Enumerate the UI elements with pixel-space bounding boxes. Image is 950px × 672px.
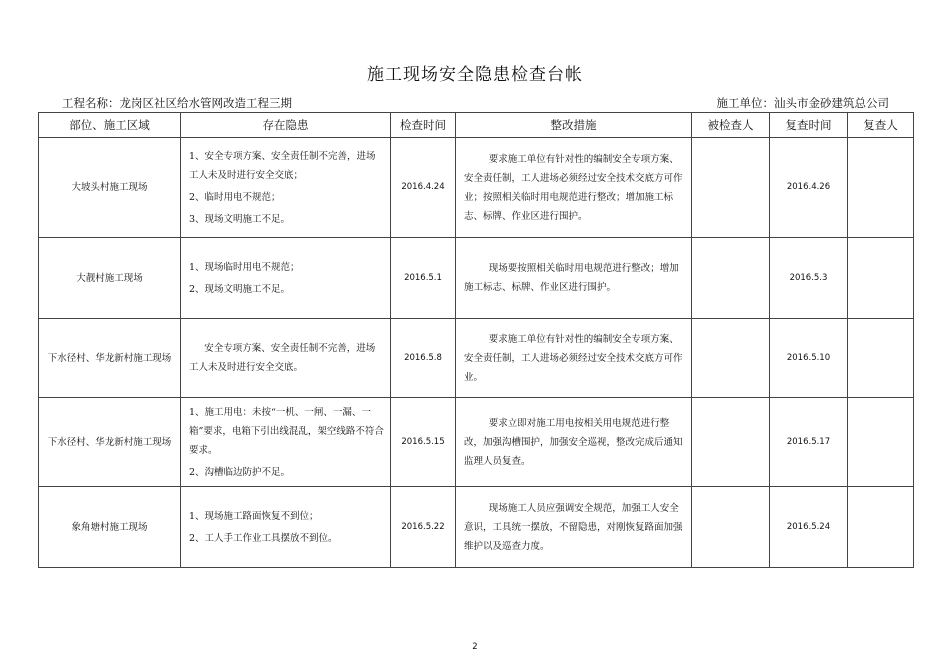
rechecker-cell	[848, 398, 914, 487]
page-title: 施工现场安全隐患检查台帐	[367, 65, 583, 85]
area-cell: 下水径村、华龙新村施工现场	[39, 398, 181, 487]
header-recheck-date: 复查时间	[770, 113, 848, 138]
table-row	[39, 319, 914, 398]
table-row	[39, 487, 914, 568]
header-hazards: 存在隐患	[181, 113, 391, 138]
rechecker-cell	[848, 138, 914, 238]
area-cell: 大靓村施工现场	[39, 238, 181, 319]
header-check-date: 检查时间	[391, 113, 456, 138]
area-cell: 象角塘村施工现场	[39, 487, 181, 568]
inspected-person-cell	[692, 138, 770, 238]
contractor-name: 施工单位：汕头市金砂建筑总公司	[716, 96, 889, 110]
recheck-date-cell: 2016.5.3	[770, 238, 848, 319]
check-date-cell: 2016.5.8	[391, 319, 456, 398]
project-name: 工程名称：龙岗区社区给水管网改造工程三期	[62, 96, 292, 110]
hazard-item: 2、沟槽临边防护不足。	[189, 466, 291, 478]
header-measures: 整改措施	[456, 113, 692, 138]
hazards-cell	[181, 238, 391, 319]
header-rechecker: 复查人	[848, 113, 914, 138]
hazard-item: 2、临时用电不规范；	[189, 191, 281, 203]
hazard-item: 2、工人手工作业工具摆放不到位。	[189, 532, 338, 544]
inspected-person-cell	[692, 238, 770, 319]
check-date-cell: 2016.4.24	[391, 138, 456, 238]
recheck-date-cell: 2016.5.17	[770, 398, 848, 487]
hazard-item: 3、现场文明施工不足。	[189, 213, 291, 225]
inspection-ledger-table	[38, 112, 914, 568]
check-date-cell: 2016.5.22	[391, 487, 456, 568]
recheck-date-cell: 2016.5.10	[770, 319, 848, 398]
check-date-cell: 2016.5.15	[391, 398, 456, 487]
table-row	[39, 138, 914, 238]
table-row	[39, 398, 914, 487]
hazard-item: 安全专项方案、安全责任制不完善，进场工人未及时进行安全交底。	[189, 343, 376, 373]
hazards-cell	[181, 138, 391, 238]
measures-cell: 现场施工人员应强调安全规范，加强工人安全意识，工具统一摆放，不留隐患，对刚恢复路面加强维护以及巡查力度。	[456, 487, 692, 568]
measures-cell: 要求施工单位有针对性的编制安全专项方案、安全责任制，工人进场必须经过安全技术交底方可作业；按照相关临时用电规范进行整改；增加施工标志、标牌、作业区进行围护。	[456, 138, 692, 238]
measures-cell: 要求施工单位有针对性的编制安全专项方案、安全责任制，工人进场必须经过安全技术交底方可作业。	[456, 319, 692, 398]
measures-cell: 要求立即对施工用电按相关用电规范进行整改，加强沟槽围护，加强安全巡视，整改完成后通知监理人员复查。	[456, 398, 692, 487]
inspected-person-cell	[692, 487, 770, 568]
hazard-item: 1、现场施工路面恢复不到位；	[189, 510, 319, 522]
header-area: 部位、施工区域	[39, 113, 181, 138]
check-date-cell: 2016.5.1	[391, 238, 456, 319]
rechecker-cell	[848, 238, 914, 319]
area-cell: 下水径村、华龙新村施工现场	[39, 319, 181, 398]
rechecker-cell	[848, 319, 914, 398]
inspected-person-cell	[692, 319, 770, 398]
table-header-row	[39, 113, 914, 138]
page-number: 2	[472, 642, 478, 652]
table-row	[39, 238, 914, 319]
rechecker-cell	[848, 487, 914, 568]
header-inspected-person: 被检查人	[692, 113, 770, 138]
hazards-cell	[181, 398, 391, 487]
hazards-cell	[181, 319, 391, 398]
inspected-person-cell	[692, 398, 770, 487]
hazard-item: 2、现场文明施工不足。	[189, 283, 291, 295]
hazard-item: 1、安全专项方案、安全责任制不完善，进场工人未及时进行安全交底；	[189, 150, 376, 181]
measures-cell: 现场要按照相关临时用电规范进行整改；增加施工标志、标牌、作业区进行围护。	[456, 238, 692, 319]
hazard-item: 1、现场临时用电不规范；	[189, 261, 300, 273]
area-cell: 大坡头村施工现场	[39, 138, 181, 238]
recheck-date-cell: 2016.5.24	[770, 487, 848, 568]
recheck-date-cell: 2016.4.26	[770, 138, 848, 238]
hazards-cell	[181, 487, 391, 568]
hazard-item: 1、施工用电：未按“一机、一闸、一漏、一箱”要求，电箱下引出线混乱，架空线路不符合要求。	[189, 406, 384, 456]
